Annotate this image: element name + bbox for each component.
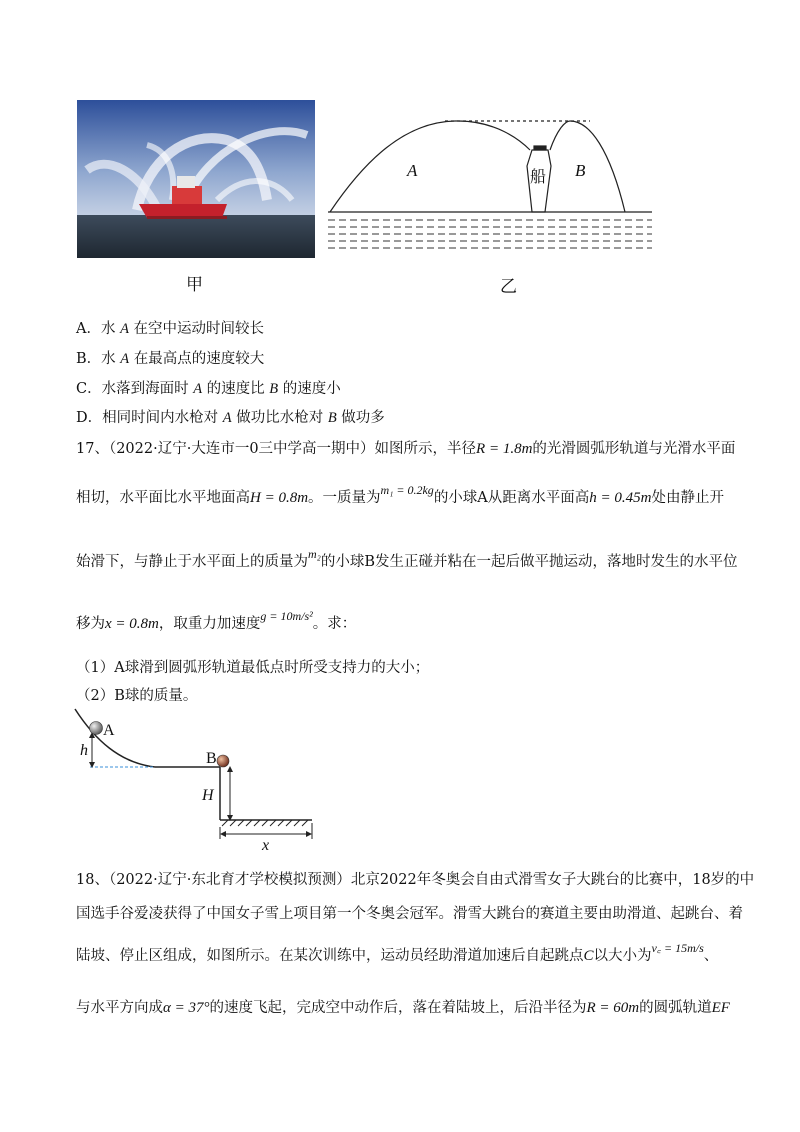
water-trajectory-diagram <box>325 110 655 260</box>
fireboat-photo <box>77 100 315 258</box>
fig-label-a: A <box>103 722 115 739</box>
caption-right: 乙 <box>500 277 517 297</box>
q17-sub-1: （1）A球滑到圆弧形轨道最低点时所受支持力的大小； <box>76 660 430 676</box>
fig-label-b: B <box>206 750 217 767</box>
option-b: B．水 A 在最高点的速度较大 <box>76 351 265 367</box>
option-c: C．水落到海面时 A 的速度比 B 的速度小 <box>76 381 341 397</box>
q17-sub-2: （2）B球的质量。 <box>76 688 198 704</box>
option-d: D．相同时间内水枪对 A 做功比水枪对 B 做功多 <box>76 410 385 426</box>
q17-line-2: 相切，水平面比水平地面高H = 0.8m。一质量为$^{m_1 = 0.2kg}$的小球A从距离水平面高h = 0.45m处由静止开 <box>76 483 725 506</box>
q18-line-3: 陆坡、停止区组成，如图所示。在某次训练中，运动员经助滑道加速后自起跳点C以大小为$^{v꜀ = 15m/s}$、 <box>76 941 719 964</box>
q18-line-2: 国选手谷爱凌获得了中国女子雪上项目第一个冬奥会冠军。滑雪大跳台的赛道主要由助滑道、起跳台、着 <box>76 906 743 922</box>
q17-line-4: 移为x = 0.8m，取重力加速度$^{g = 10m/s^2}$。求： <box>76 609 357 632</box>
q18-line-4: 与水平方向成α = 37°的速度飞起，完成空中动作后，落在着陆坡上，后沿半径为R = 60m的圆弧轨道EF <box>76 1000 730 1016</box>
q17-figure <box>70 705 330 855</box>
label-b: B <box>575 161 586 180</box>
q17-line-3: 始滑下，与静止于水平面上的质量为$^{m_2}$的小球B发生正碰并粘在一起后做平抛运动，落地时发生的水平位 <box>76 547 738 570</box>
q17-line-1: 17、（2022·辽宁·大连市一0三中学高一期中）如图所示，半径R = 1.8m的光滑圆弧形轨道与光滑水平面 <box>76 441 736 457</box>
label-a: A <box>407 161 418 180</box>
fig-label-H: H <box>202 787 214 804</box>
option-a: A．水 A 在空中运动时间较长 <box>76 321 265 337</box>
label-ship: 船 <box>530 167 547 186</box>
caption-left: 甲 <box>186 275 203 295</box>
q18-line-1: 18、（2022·辽宁·东北育才学校模拟预测）北京2022年冬奥会自由式滑雪女子大跳台的比赛中，18岁的中 <box>76 872 755 888</box>
fig-label-x: x <box>262 837 270 854</box>
fig-label-h: h <box>80 742 88 759</box>
